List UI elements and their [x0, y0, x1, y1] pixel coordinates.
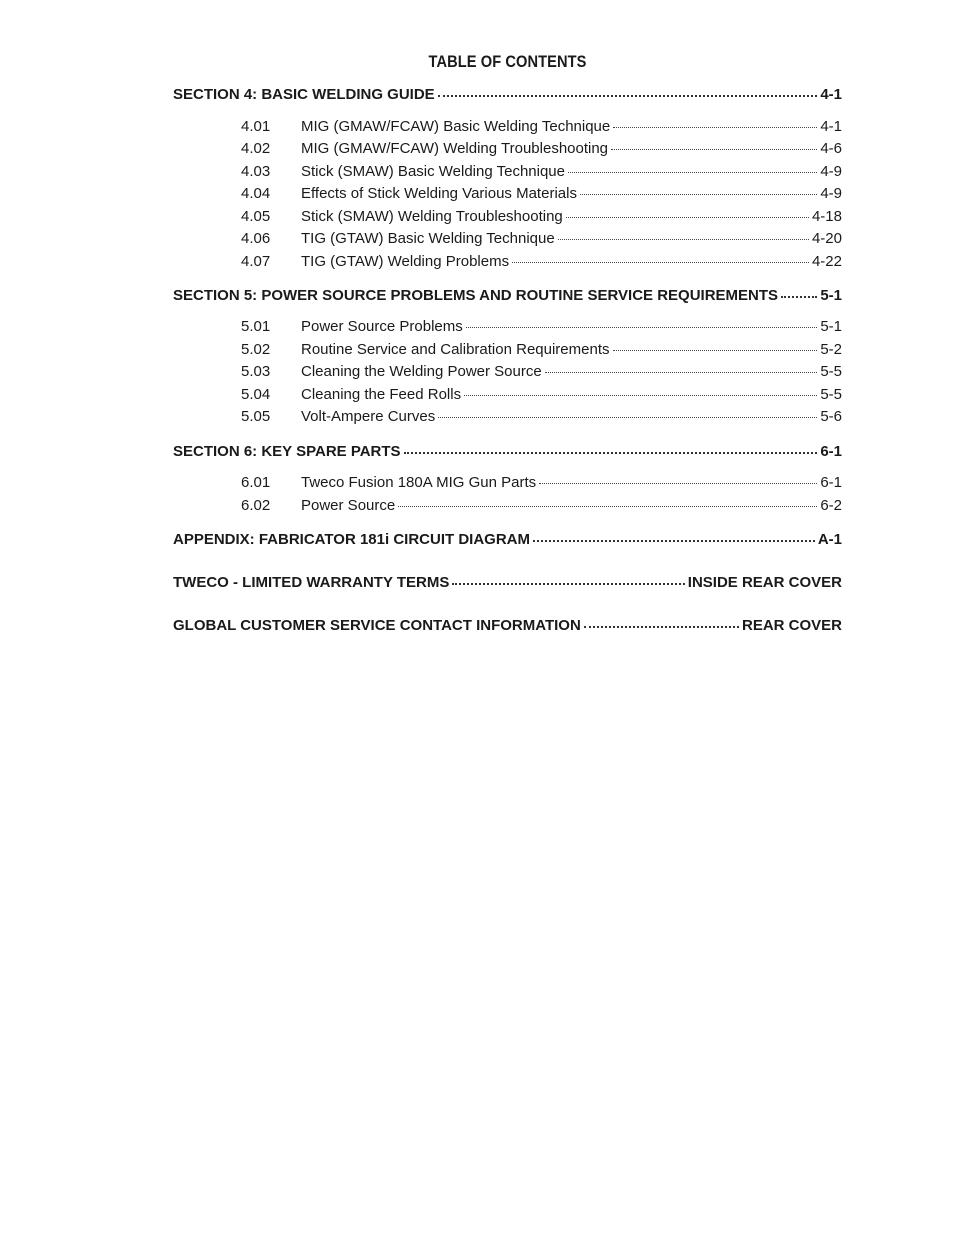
section-label: SECTION 5: POWER SOURCE PROBLEMS AND ROUTINE SERVICE REQUIREMENTS	[173, 287, 779, 304]
entry-page: 5-1	[820, 318, 842, 335]
toc-entry[interactable]	[173, 228, 842, 248]
toc-warranty[interactable]	[173, 572, 842, 592]
entry-page: 6-2	[820, 497, 842, 514]
toc-section-6[interactable]	[173, 441, 842, 461]
toc-entry[interactable]	[173, 161, 842, 181]
dot-leader	[398, 495, 817, 510]
dot-leader	[438, 84, 818, 99]
entry-number: 4.02	[241, 140, 271, 157]
dot-leader	[568, 161, 817, 176]
entry-number: 5.02	[241, 341, 271, 358]
entry-label: Power Source Problems	[301, 318, 463, 335]
entry-label: Volt-Ampere Curves	[301, 408, 436, 425]
entry-page: 4-20	[811, 230, 842, 247]
dot-leader	[580, 183, 817, 198]
entry-label: Stick (SMAW) Welding Troubleshooting	[301, 208, 563, 225]
dot-leader	[558, 228, 809, 243]
dot-leader	[404, 441, 818, 456]
dot-leader	[533, 529, 815, 544]
toc-entry[interactable]	[173, 361, 842, 381]
toc-global-contact[interactable]	[173, 615, 842, 635]
entry-number: 4.01	[241, 118, 271, 135]
section-label: SECTION 6: KEY SPARE PARTS	[173, 443, 401, 460]
toc-entry[interactable]	[173, 206, 842, 226]
entry-label: Cleaning the Feed Rolls	[301, 386, 462, 403]
toc-entry[interactable]	[173, 251, 842, 271]
entry-page: 4-1	[820, 118, 842, 135]
section-page: INSIDE REAR COVER	[687, 574, 842, 591]
toc-entry[interactable]	[173, 316, 842, 336]
entry-label: TIG (GTAW) Welding Problems	[301, 253, 510, 270]
entry-page: 4-18	[811, 208, 842, 225]
entry-number: 4.04	[241, 185, 271, 202]
toc-section-4[interactable]	[173, 84, 842, 104]
dot-leader	[566, 206, 809, 221]
dot-leader	[452, 572, 684, 587]
entry-label: MIG (GMAW/FCAW) Welding Troubleshooting	[301, 140, 609, 157]
section-label: SECTION 4: BASIC WELDING GUIDE	[173, 86, 435, 103]
entry-number: 6.01	[241, 474, 271, 491]
entry-page: 4-6	[820, 140, 842, 157]
entry-page: 5-5	[820, 363, 842, 380]
dot-leader	[438, 406, 817, 421]
toc-appendix[interactable]	[173, 529, 842, 549]
entry-label: Stick (SMAW) Basic Welding Technique	[301, 163, 565, 180]
entry-page: 5-5	[820, 386, 842, 403]
toc-entry[interactable]	[173, 406, 842, 426]
section-page: A-1	[817, 531, 842, 548]
entry-label: Tweco Fusion 180A MIG Gun Parts	[301, 474, 537, 491]
toc-entry[interactable]	[173, 472, 842, 492]
section-page: 5-1	[820, 287, 842, 304]
dot-leader	[464, 384, 817, 399]
entry-number: 4.06	[241, 230, 271, 247]
entry-label: Power Source	[301, 497, 396, 514]
entry-page: 4-9	[820, 185, 842, 202]
toc-entry[interactable]	[173, 183, 842, 203]
entry-number: 5.03	[241, 363, 271, 380]
entry-number: 4.07	[241, 253, 271, 270]
entry-number: 5.05	[241, 408, 271, 425]
section-page: 6-1	[820, 443, 842, 460]
entry-label: Cleaning the Welding Power Source	[301, 363, 542, 380]
entry-number: 4.03	[241, 163, 271, 180]
dot-leader	[466, 316, 818, 331]
section-page: 4-1	[820, 86, 842, 103]
dot-leader	[512, 251, 809, 266]
dot-leader	[539, 472, 817, 487]
toc-title: TABLE OF CONTENTS	[428, 52, 587, 71]
section-label: GLOBAL CUSTOMER SERVICE CONTACT INFORMATION	[173, 617, 581, 634]
entry-label: MIG (GMAW/FCAW) Basic Welding Technique	[301, 118, 611, 135]
dot-leader	[584, 615, 739, 630]
entry-number: 4.05	[241, 208, 271, 225]
entry-number: 5.04	[241, 386, 271, 403]
section-label: TWECO - LIMITED WARRANTY TERMS	[173, 574, 450, 591]
dot-leader	[781, 285, 817, 300]
toc-entry[interactable]	[173, 116, 842, 136]
toc-entry[interactable]	[173, 495, 842, 515]
toc-entry[interactable]	[173, 138, 842, 158]
entry-number: 5.01	[241, 318, 271, 335]
entry-label: TIG (GTAW) Basic Welding Technique	[301, 230, 555, 247]
entry-label: Effects of Stick Welding Various Materials	[301, 185, 577, 202]
section-page: REAR COVER	[741, 617, 842, 634]
entry-number: 6.02	[241, 497, 271, 514]
dot-leader	[613, 339, 818, 354]
toc-entry[interactable]	[173, 339, 842, 359]
dot-leader	[611, 138, 817, 153]
toc-section-5[interactable]	[173, 285, 842, 305]
entry-label: Routine Service and Calibration Requirements	[301, 341, 610, 358]
entry-page: 5-2	[820, 341, 842, 358]
entry-page: 4-22	[811, 253, 842, 270]
toc-entry[interactable]	[173, 384, 842, 404]
dot-leader	[545, 361, 818, 376]
entry-page: 5-6	[820, 408, 842, 425]
entry-page: 4-9	[820, 163, 842, 180]
section-label: APPENDIX: FABRICATOR 181i CIRCUIT DIAGRAM	[173, 531, 530, 548]
dot-leader	[613, 116, 817, 131]
entry-page: 6-1	[820, 474, 842, 491]
